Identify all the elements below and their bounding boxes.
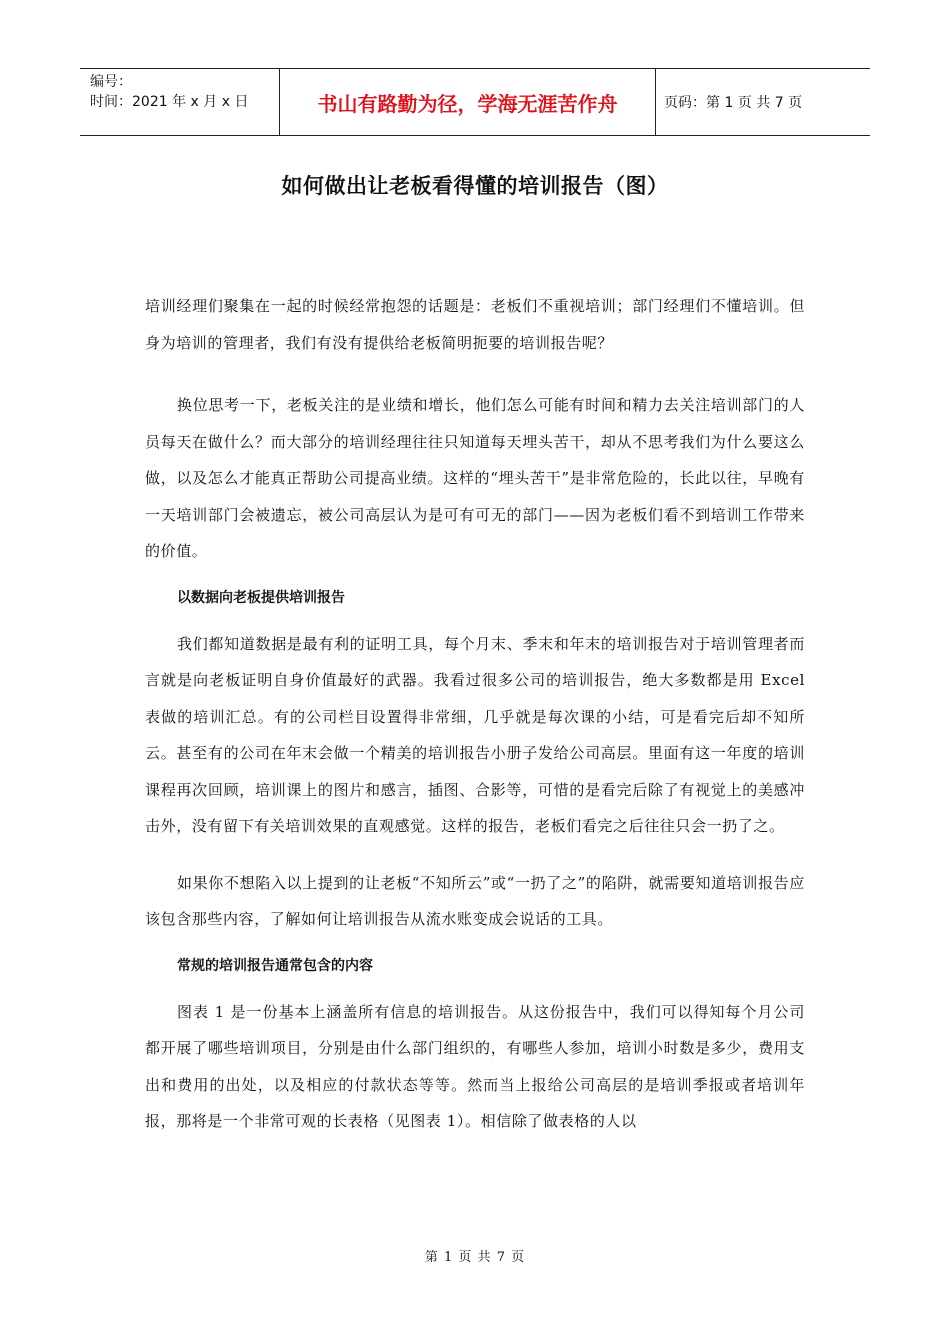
section-heading-contents: 常规的培训报告通常包含的内容 <box>177 957 373 974</box>
page-title: 如何做出让老板看得懂的培训报告（图） <box>281 174 669 198</box>
paragraph-pitfall: 如果你不想陷入以上提到的让老板“不知所云”或“一扔了之”的陷阱，就需要知道培训报告应该包含那些内容，了解如何让培训报告从流水账变成会说话的工具。 <box>145 873 805 928</box>
paragraph-intro: 培训经理们聚集在一起的时候经常抱怨的话题是：老板们不重视培训；部门经理们不懂培训。但身为培训的管理者，我们有没有提供给老板简明扼要的培训报告呢？ <box>145 297 805 352</box>
paragraph-perspective: 换位思考一下，老板关注的是业绩和增长，他们怎么可能有时间和精力去关注培训部门的人员每天在做什么？而大部分的培训经理往往只知道每天埋头苦干，却从不思考我们为什么要这么做，以及怎么才能真正帮助公司提高业绩。这样的“埋头苦干”是非常危险的，长此以往，早晚有一天培训部门会被遗忘，被公司高层认为是可有可无的部门——因为老板们看不到培训工作带来的价值。 <box>145 396 805 560</box>
paragraph-chart-one: 图表 1 是一份基本上涵盖所有信息的培训报告。从这份报告中，我们可以得知每个月公司都开展了哪些培训项目，分别是由什么部门组织的，有哪些人参加，培训小时数是多少，费用支出和费用的出处，以及相应的付款状态等等。然而当上报给公司高层的是培训季报或者培训年报，那将是一个非常可观的长表格（见图表 1）。相信除了做表格的人以 <box>145 1002 805 1130</box>
header-meta <box>80 69 280 135</box>
section-heading-data: 以数据向老板提供培训报告 <box>177 589 345 606</box>
document-number-label: 编号： <box>90 74 132 90</box>
document-body <box>145 288 805 1140</box>
page-footer: 第 1 页 共 7 页 <box>424 1250 526 1265</box>
header-page-code: 页码：第 1 页 共 7 页 <box>664 95 803 111</box>
page-header <box>80 68 870 136</box>
document-date: 时间：2021 年 x 月 x 日 <box>90 94 249 110</box>
header-motto: 书山有路勤为径，学海无涯苦作舟 <box>280 69 656 135</box>
paragraph-data-tools: 我们都知道数据是最有利的证明工具，每个月末、季末和年末的培训报告对于培训管理者而言就是向老板证明自身价值最好的武器。我看过很多公司的培训报告，绝大多数都是用 Excel 表做的培训汇总。有的公司栏目设置得非常细，几乎就是每次课的小结，可是看完后却不知所云。甚至有的公司在年末会做一个精美的培训报告小册子发给公司高层。里面有这一年度的培训课程再次回顾，培训课上的图片和感言，插图、合影等，可惜的是看完后除了有视觉上的美感冲击外，没有留下有关培训效果的直观感觉。这样的报告，老板们看完之后往往只会一扔了之。 <box>145 634 805 835</box>
